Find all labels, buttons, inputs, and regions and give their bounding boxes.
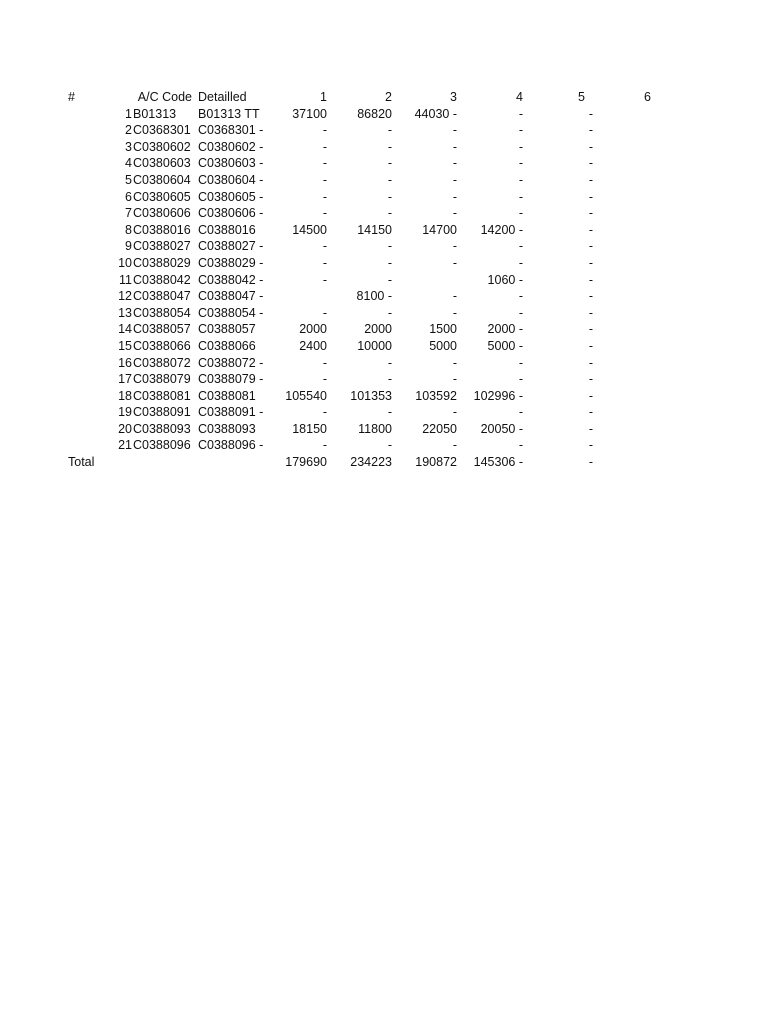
table-row <box>0 338 768 355</box>
row-col-2: - <box>387 172 392 187</box>
table-row <box>0 172 768 189</box>
row-ac-code: C0388016 <box>133 222 191 237</box>
row-number: 15 <box>118 338 132 353</box>
row-ac-code: C0388081 <box>133 388 191 403</box>
row-col-2: 8100 - <box>356 289 392 304</box>
row-ac-code: C0388054 <box>133 305 191 320</box>
row-col-4: - <box>518 189 523 204</box>
row-col-5: - <box>588 421 593 436</box>
row-col-2: - <box>387 123 392 138</box>
row-detailled: C0388066 <box>198 338 256 353</box>
row-col-1: 2000 <box>299 322 327 337</box>
row-col-3: - <box>452 156 457 171</box>
row-detailled: C0380603 - <box>198 156 264 171</box>
table-row <box>0 321 768 338</box>
row-detailled: C0368301 - <box>198 123 264 138</box>
total-col-3: 190872 <box>415 455 457 470</box>
row-col-2: - <box>387 189 392 204</box>
row-col-5: - <box>588 172 593 187</box>
header-hash: # <box>68 90 75 104</box>
row-col-1: 2400 <box>299 338 327 353</box>
row-col-1: - <box>322 139 327 154</box>
header-ac-code: A/C Code <box>137 90 192 104</box>
row-ac-code: C0388072 <box>133 355 191 370</box>
row-number: 5 <box>125 172 132 187</box>
row-col-2: - <box>387 272 392 287</box>
row-col-5: - <box>588 239 593 254</box>
row-col-3: 14700 <box>422 222 457 237</box>
row-detailled: C0388047 - <box>198 289 264 304</box>
row-number: 9 <box>125 239 132 254</box>
row-detailled: C0388096 - <box>198 438 264 453</box>
row-col-2: 11800 <box>358 421 392 436</box>
row-ac-code: C0380606 <box>133 206 191 221</box>
header-col-3: 3 <box>450 90 457 104</box>
row-ac-code: C0368301 <box>133 123 191 138</box>
row-col-2: - <box>387 355 392 370</box>
row-col-4: 2000 - <box>487 322 523 337</box>
row-ac-code: C0388047 <box>133 289 191 304</box>
row-col-4: - <box>518 438 523 453</box>
row-detailled: C0388042 - <box>198 272 264 287</box>
row-col-4: - <box>518 139 523 154</box>
row-col-3: 103592 <box>415 388 457 403</box>
row-detailled: C0388093 <box>198 421 256 436</box>
row-col-5: - <box>588 139 593 154</box>
table-row <box>0 371 768 388</box>
row-number: 4 <box>125 156 132 171</box>
row-col-4: 1060 - <box>487 272 523 287</box>
row-col-2: 86820 <box>357 106 392 121</box>
row-col-5: - <box>588 305 593 320</box>
row-col-4: - <box>518 239 523 254</box>
row-col-5: - <box>588 438 593 453</box>
row-col-1: - <box>322 305 327 320</box>
row-col-3: 22050 <box>422 421 457 436</box>
row-ac-code: C0388042 <box>133 272 191 287</box>
row-col-4: 102996 - <box>473 388 523 403</box>
row-col-2: 14150 <box>357 222 392 237</box>
row-ac-code: B01313 <box>133 106 177 121</box>
row-col-3: 44030 - <box>414 106 457 121</box>
row-ac-code: C0388091 <box>133 405 191 420</box>
row-number: 7 <box>125 206 132 221</box>
row-col-1: - <box>322 272 327 287</box>
row-number: 17 <box>118 372 132 387</box>
row-col-4: - <box>518 106 523 121</box>
row-col-5: - <box>588 123 593 138</box>
row-detailled: C0388027 - <box>198 239 264 254</box>
header-col-5: 5 <box>578 90 585 104</box>
table-row <box>0 355 768 372</box>
row-col-3: - <box>452 438 457 453</box>
row-col-5: - <box>588 355 593 370</box>
row-number: 21 <box>118 438 132 453</box>
row-col-3: - <box>452 189 457 204</box>
row-col-5: - <box>588 289 593 304</box>
row-col-2: - <box>387 305 392 320</box>
row-detailled: C0388081 <box>198 388 256 403</box>
row-col-4: - <box>518 355 523 370</box>
row-col-1: - <box>322 239 327 254</box>
row-ac-code: C0388093 <box>133 421 191 436</box>
row-number: 6 <box>125 189 132 204</box>
total-col-1: 179690 <box>285 455 327 470</box>
table-row <box>0 222 768 239</box>
row-col-5: - <box>588 372 593 387</box>
row-col-1: 14500 <box>292 222 327 237</box>
row-ac-code: C0380605 <box>133 189 191 204</box>
row-col-2: 2000 <box>364 322 392 337</box>
row-col-2: - <box>387 139 392 154</box>
row-detailled: C0388016 <box>198 222 256 237</box>
row-col-3: 1500 <box>429 322 457 337</box>
table-row <box>0 238 768 255</box>
row-col-5: - <box>588 388 593 403</box>
row-col-2: - <box>387 255 392 270</box>
row-col-5: - <box>588 255 593 270</box>
table-row <box>0 155 768 172</box>
table-row <box>0 106 768 123</box>
row-col-1: - <box>322 372 327 387</box>
row-number: 10 <box>118 255 132 270</box>
table-row <box>0 122 768 139</box>
row-col-2: - <box>387 405 392 420</box>
row-col-4: - <box>518 372 523 387</box>
row-detailled: C0380605 - <box>198 189 264 204</box>
row-col-1: - <box>322 189 327 204</box>
row-number: 16 <box>118 355 132 370</box>
row-col-2: - <box>387 372 392 387</box>
table-row <box>0 288 768 305</box>
row-number: 19 <box>118 405 132 420</box>
total-col-5: - <box>588 455 593 470</box>
row-col-4: - <box>518 255 523 270</box>
row-ac-code: C0380602 <box>133 139 191 154</box>
row-ac-code: C0388096 <box>133 438 191 453</box>
header-col-1: 1 <box>320 90 327 104</box>
row-col-1: - <box>322 355 327 370</box>
row-col-1: - <box>322 255 327 270</box>
header-col-2: 2 <box>385 90 392 104</box>
row-col-3: - <box>452 172 457 187</box>
row-col-1: 18150 <box>292 421 327 436</box>
row-col-5: - <box>588 222 593 237</box>
row-col-3: - <box>452 372 457 387</box>
table-row <box>0 189 768 206</box>
row-ac-code: C0388079 <box>133 372 191 387</box>
table-row <box>0 404 768 421</box>
row-detailled: B01313 TT <box>198 106 260 121</box>
row-col-4: 14200 - <box>480 222 523 237</box>
row-col-3: - <box>452 139 457 154</box>
row-number: 14 <box>118 322 132 337</box>
row-col-5: - <box>588 405 593 420</box>
row-col-2: - <box>387 239 392 254</box>
row-ac-code: C0388029 <box>133 255 191 270</box>
table-row <box>0 421 768 438</box>
row-col-3: 5000 <box>429 338 457 353</box>
total-col-2: 234223 <box>350 455 392 470</box>
row-ac-code: C0380603 <box>133 156 191 171</box>
row-ac-code: C0380604 <box>133 172 191 187</box>
row-col-2: 101353 <box>350 388 392 403</box>
row-col-1: - <box>322 405 327 420</box>
row-number: 12 <box>118 289 132 304</box>
row-number: 3 <box>125 139 132 154</box>
row-number: 2 <box>125 123 132 138</box>
row-detailled: C0388091 - <box>198 405 264 420</box>
row-detailled: C0380604 - <box>198 172 264 187</box>
row-detailled: C0388054 - <box>198 305 264 320</box>
row-detailled: C0388079 - <box>198 372 264 387</box>
row-col-5: - <box>588 338 593 353</box>
header-col-6: 6 <box>644 90 651 104</box>
row-col-4: - <box>518 172 523 187</box>
row-ac-code: C0388066 <box>133 338 191 353</box>
row-col-5: - <box>588 322 593 337</box>
row-col-4: - <box>518 305 523 320</box>
row-col-5: - <box>588 156 593 171</box>
row-detailled: C0388072 - <box>198 355 264 370</box>
row-number: 8 <box>125 222 132 237</box>
row-detailled: C0388029 - <box>198 255 264 270</box>
row-ac-code: C0388057 <box>133 322 191 337</box>
table-row <box>0 205 768 222</box>
row-col-5: - <box>588 189 593 204</box>
row-number: 11 <box>119 272 132 287</box>
row-col-1: - <box>322 156 327 171</box>
row-col-4: - <box>518 289 523 304</box>
row-col-1: - <box>322 438 327 453</box>
row-col-3: - <box>452 123 457 138</box>
row-col-4: - <box>518 206 523 221</box>
row-col-1: 105540 <box>285 388 327 403</box>
total-row <box>0 454 768 471</box>
row-col-1: 37100 <box>292 106 327 121</box>
header-row <box>0 89 768 106</box>
row-col-4: 20050 - <box>480 421 523 436</box>
total-col-4: 145306 - <box>473 455 523 470</box>
table-row <box>0 305 768 322</box>
table-row <box>0 388 768 405</box>
row-detailled: C0380606 - <box>198 206 264 221</box>
row-detailled: C0388057 <box>198 322 256 337</box>
row-col-1: - <box>322 206 327 221</box>
row-col-3: - <box>452 305 457 320</box>
row-col-3: - <box>452 355 457 370</box>
row-col-3: - <box>452 255 457 270</box>
table-row <box>0 272 768 289</box>
header-detailled: Detailled <box>198 90 247 104</box>
table-row <box>0 139 768 156</box>
row-col-5: - <box>588 272 593 287</box>
row-col-4: - <box>518 123 523 138</box>
row-col-1: - <box>322 123 327 138</box>
row-col-3: - <box>452 405 457 420</box>
row-col-4: - <box>518 405 523 420</box>
row-number: 13 <box>118 305 132 320</box>
row-col-5: - <box>588 206 593 221</box>
row-col-4: - <box>518 156 523 171</box>
row-col-3: - <box>452 289 457 304</box>
row-number: 18 <box>118 388 132 403</box>
row-col-4: 5000 - <box>487 338 523 353</box>
spreadsheet <box>0 89 768 471</box>
row-col-2: - <box>387 438 392 453</box>
row-col-3: - <box>452 206 457 221</box>
row-number: 1 <box>125 106 132 121</box>
row-col-3: - <box>452 239 457 254</box>
table-row <box>0 255 768 272</box>
total-label: Total <box>68 455 95 470</box>
table-row <box>0 437 768 454</box>
row-col-2: 10000 <box>357 338 392 353</box>
row-ac-code: C0388027 <box>133 239 191 254</box>
row-col-2: - <box>387 156 392 171</box>
table-body <box>0 106 768 454</box>
row-col-2: - <box>387 206 392 221</box>
row-col-5: - <box>588 106 593 121</box>
row-detailled: C0380602 - <box>198 139 264 154</box>
header-col-4: 4 <box>516 90 523 104</box>
row-number: 20 <box>118 421 132 436</box>
row-col-1: - <box>322 172 327 187</box>
